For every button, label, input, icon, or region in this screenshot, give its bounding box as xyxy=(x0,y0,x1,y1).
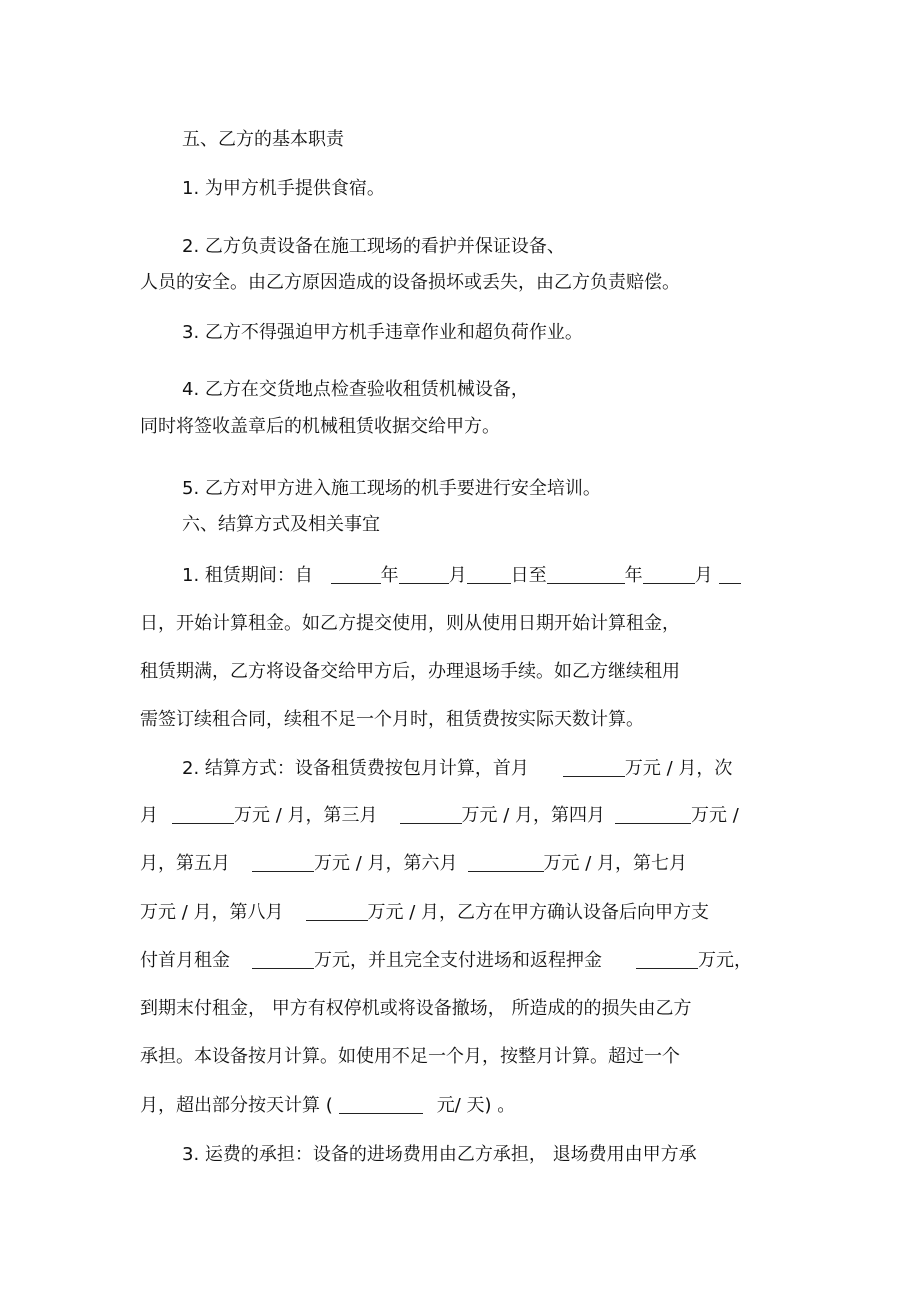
month2-unit-month3-label: 万元 / 月，第三月 xyxy=(234,805,378,826)
section5-item4-line2: 同时将签收盖章后的机械租赁收据交给甲方。 xyxy=(140,416,500,437)
daily-rate-blank[interactable] xyxy=(339,1095,423,1114)
section6-heading: 六、结算方式及相关事宜 xyxy=(182,514,380,535)
start-day-blank[interactable] xyxy=(467,565,511,584)
month8-unit: 万元 / 月，乙方在甲方确认设备后向甲方支 xyxy=(367,902,710,923)
start-year-blank[interactable] xyxy=(331,565,381,584)
month1-fee-blank[interactable] xyxy=(563,758,625,777)
section6-p2-line1 xyxy=(182,757,732,781)
month3-unit-month4-label: 万元 / 月，第四月 xyxy=(461,805,606,826)
lease-period-label: 1. 租赁期间：自 xyxy=(182,565,313,586)
month5-label: 月，第五月 xyxy=(140,853,230,874)
month6-fee-blank[interactable] xyxy=(468,853,544,872)
month1-fee-unit: 万元 / 月，次 xyxy=(624,758,733,779)
deposit-blank[interactable] xyxy=(636,950,698,969)
section5-item3: 3. 乙方不得强迫甲方机手违章作业和超负荷作业。 xyxy=(182,322,583,343)
month5-fee-blank[interactable] xyxy=(252,853,314,872)
end-year-label: 年 xyxy=(624,565,643,586)
month5-unit-month6-label: 万元 / 月，第六月 xyxy=(314,853,458,874)
first-rent-blank[interactable] xyxy=(252,950,314,969)
section6-p3-line1: 3. 运费的承担：设备的进场费用由乙方承担， 退场费用由甲方承 xyxy=(182,1144,697,1165)
month6-unit-month7-label: 万元 / 月，第七月 xyxy=(543,853,688,874)
end-year-blank[interactable] xyxy=(547,565,625,584)
section5-item2-line2: 人员的安全。由乙方原因造成的设备损坏或丢失，由乙方负责赔偿。 xyxy=(140,272,680,293)
section5-item1: 1. 为甲方机手提供食宿。 xyxy=(182,178,385,199)
end-month-label: 月 xyxy=(694,565,713,586)
month7-unit-month8-label: 万元 / 月，第八月 xyxy=(140,902,284,923)
end-day-blank[interactable] xyxy=(719,565,741,584)
month8-fee-blank[interactable] xyxy=(306,902,368,921)
deposit-label: 万元，并且完全支付进场和返程押金 xyxy=(314,950,602,971)
month3-fee-blank[interactable] xyxy=(400,805,462,824)
section6-p2-line4 xyxy=(140,901,709,925)
section6-p2-line3 xyxy=(140,852,687,876)
section5-item5: 5. 乙方对甲方进入施工现场的机手要进行安全培训。 xyxy=(182,478,601,499)
section6-p2-line7: 承担。本设备按月计算。如使用不足一个月，按整月计算。超过一个 xyxy=(140,1046,680,1067)
deposit-unit: 万元， xyxy=(698,950,752,971)
section6-p2-line5 xyxy=(140,949,752,973)
start-month-label: 月 xyxy=(448,565,467,586)
month2-fee-blank[interactable] xyxy=(172,805,234,824)
section5-heading: 五、乙方的基本职责 xyxy=(182,129,344,150)
section6-p2-line6: 到期末付租金， 甲方有权停机或将设备撤场， 所造成的的损失由乙方 xyxy=(140,998,692,1019)
daily-rate-unit: 元/ 天) 。 xyxy=(436,1095,516,1116)
month4-fee-blank[interactable] xyxy=(615,805,691,824)
start-month-blank[interactable] xyxy=(399,565,449,584)
section6-p1-line2: 日，开始计算租金。如乙方提交使用，则从使用日期开始计算租金， xyxy=(140,613,680,634)
first-rent-label: 付首月租金 xyxy=(140,950,230,971)
section6-p1-line4: 需签订续租合同，续租不足一个月时，租赁费按实际天数计算。 xyxy=(140,709,644,730)
section5-item2-line1: 2. 乙方负责设备在施工现场的看护并保证设备、 xyxy=(182,236,565,257)
start-day-label: 日至 xyxy=(510,565,547,586)
end-month-blank[interactable] xyxy=(643,565,695,584)
overtime-label: 月，超出部分按天计算 ( xyxy=(140,1095,333,1116)
section6-p2-line2 xyxy=(140,804,739,828)
settlement-label: 2. 结算方式：设备租赁费按包月计算，首月 xyxy=(182,758,529,779)
section6-p2-line8 xyxy=(140,1094,515,1118)
section6-p1-line1 xyxy=(182,564,741,588)
section6-p1-line3: 租赁期满，乙方将设备交给甲方后，办理退场手续。如乙方继续租用 xyxy=(140,661,680,682)
month2-label: 月 xyxy=(140,805,158,826)
month4-unit: 万元 / xyxy=(691,805,739,826)
section5-item4-line1: 4. 乙方在交货地点检查验收租赁机械设备， xyxy=(182,379,529,400)
start-year-label: 年 xyxy=(380,565,399,586)
